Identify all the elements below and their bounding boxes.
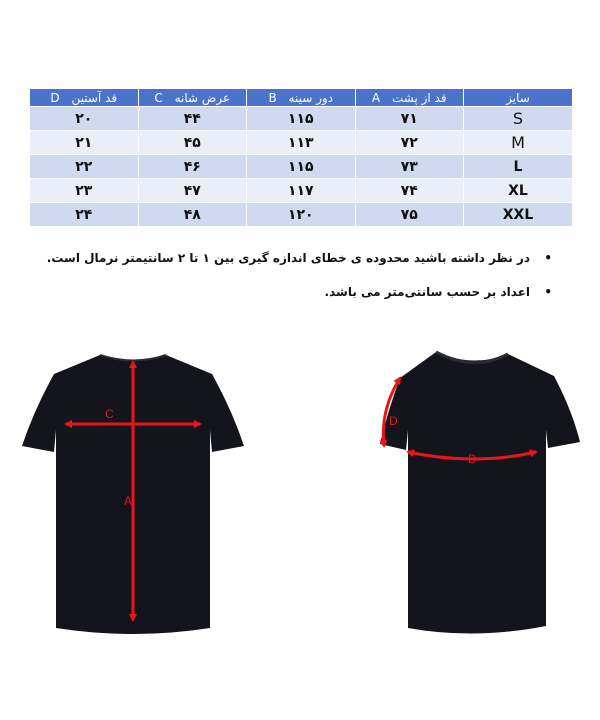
note-item <box>32 284 552 300</box>
size-cell: M <box>464 131 573 155</box>
label-b: B <box>468 452 477 466</box>
header-chest-text: دور سینه <box>288 90 334 105</box>
shoulder-cell: ۴۸ <box>138 203 247 227</box>
note-item <box>32 250 552 266</box>
bullet-icon: • <box>544 285 552 299</box>
header-sleeve-d <box>30 89 139 107</box>
table-row <box>30 131 573 155</box>
table-row <box>30 107 573 131</box>
header-length-a <box>355 89 464 107</box>
label-c: C <box>105 407 114 421</box>
chest-cell: ۱۱۳ <box>247 131 356 155</box>
sleeve-cell: ۲۱ <box>30 131 139 155</box>
header-shoulder-text: عرض شانه <box>174 90 231 105</box>
note-text: اعداد بر حسب سانتی‌متر می باشد. <box>324 285 530 299</box>
bullet-icon: • <box>544 251 552 265</box>
sleeve-cell: ۲۲ <box>30 155 139 179</box>
length-cell: ۷۲ <box>355 131 464 155</box>
note-text: در نظر داشته باشید محدوده ی خطای اندازه گیری بین ۱ تا ۲ سانتیمتر نرمال است. <box>46 251 530 265</box>
header-length-letter: A <box>371 90 381 105</box>
size-table <box>29 88 573 227</box>
length-cell: ۷۵ <box>355 203 464 227</box>
tshirt-diagram <box>0 340 600 680</box>
size-cell: XL <box>464 179 573 203</box>
table-row <box>30 179 573 203</box>
header-sleeve-letter: D <box>50 90 60 105</box>
table-header-row <box>30 89 573 107</box>
shoulder-cell: ۴۴ <box>138 107 247 131</box>
header-shoulder-letter: C <box>154 90 163 105</box>
header-length-text: قد از پشت <box>391 90 447 105</box>
size-cell: S <box>464 107 573 131</box>
label-d: D <box>389 414 398 428</box>
header-chest-b <box>247 89 356 107</box>
length-cell: ۷۱ <box>355 107 464 131</box>
sleeve-cell: ۲۰ <box>30 107 139 131</box>
chest-cell: ۱۱۵ <box>247 107 356 131</box>
sleeve-cell: ۲۳ <box>30 179 139 203</box>
length-cell: ۷۴ <box>355 179 464 203</box>
header-sleeve-text: قد آستین <box>71 90 118 105</box>
size-cell: L <box>464 155 573 179</box>
sleeve-cell: ۲۴ <box>30 203 139 227</box>
chest-cell: ۱۱۷ <box>247 179 356 203</box>
header-shoulder-c <box>138 89 247 107</box>
header-chest-letter: B <box>268 90 277 105</box>
table-row <box>30 203 573 227</box>
label-a: A <box>124 494 133 508</box>
chest-cell: ۱۱۵ <box>247 155 356 179</box>
tshirt-front-icon <box>380 352 580 634</box>
header-size <box>464 89 573 107</box>
chest-cell: ۱۲۰ <box>247 203 356 227</box>
table-row <box>30 155 573 179</box>
size-cell: XXL <box>464 203 573 227</box>
notes-list <box>32 250 552 318</box>
shoulder-cell: ۴۶ <box>138 155 247 179</box>
length-cell: ۷۳ <box>355 155 464 179</box>
header-size-text: سایز <box>506 90 530 105</box>
shoulder-cell: ۴۷ <box>138 179 247 203</box>
shoulder-cell: ۴۵ <box>138 131 247 155</box>
